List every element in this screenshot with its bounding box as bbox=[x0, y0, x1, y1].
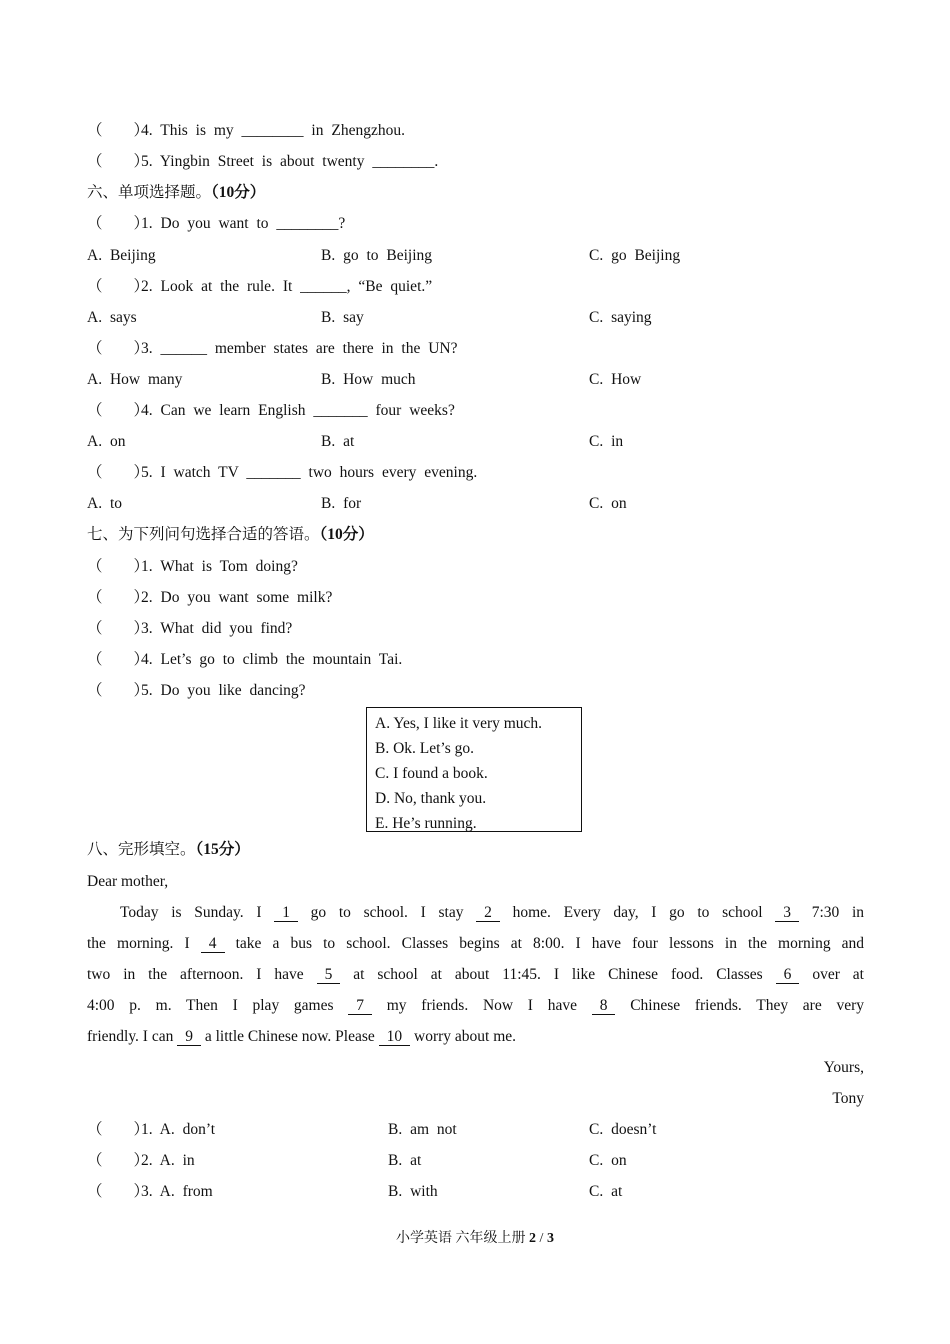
answer-options-box bbox=[366, 707, 582, 832]
cloze-blank: 1 bbox=[274, 904, 298, 922]
cloze-text: home. Every day, I go to school bbox=[512, 904, 763, 921]
cloze-blank: 3 bbox=[775, 904, 799, 922]
question-line bbox=[87, 121, 405, 141]
section-heading bbox=[87, 525, 374, 545]
answer-paren: （ ） bbox=[87, 1152, 150, 1169]
question-text: 5. Do you like dancing? bbox=[141, 682, 306, 699]
question-text: 2. Look at the rule. It ______, “Be quiet.” bbox=[141, 278, 433, 295]
option-a: 3. A. from bbox=[141, 1183, 213, 1200]
section-score: （15分） bbox=[195, 841, 250, 858]
answer-option: B. Ok. Let’s go. bbox=[375, 740, 475, 757]
question-text: 5. Yingbin Street is about twenty ________. bbox=[141, 153, 439, 170]
section-title: 七、为下列问句选择合适的答语。 bbox=[87, 526, 320, 543]
section-score: （10分） bbox=[211, 184, 266, 201]
question-line bbox=[87, 1151, 195, 1171]
question-text: 1. What is Tom doing? bbox=[141, 558, 298, 575]
answer-paren: （ ） bbox=[87, 464, 150, 481]
option-b: B. say bbox=[321, 309, 364, 326]
question-line bbox=[87, 152, 438, 172]
cloze-blank: 5 bbox=[317, 966, 341, 984]
cloze-text: worry about me. bbox=[414, 1028, 517, 1045]
cloze-text: Chinese friends. They are very bbox=[630, 997, 865, 1014]
option-b: B. for bbox=[321, 495, 362, 512]
section-title: 六、单项选择题。 bbox=[87, 184, 212, 201]
question-line bbox=[87, 1120, 215, 1140]
option-b: B. How much bbox=[321, 371, 416, 388]
answer-paren: （ ） bbox=[87, 340, 150, 357]
question-line bbox=[87, 339, 458, 359]
question-text: 1. Do you want to ________? bbox=[141, 215, 346, 232]
cloze-text: two in the afternoon. I have bbox=[87, 966, 304, 983]
option-a: 2. A. in bbox=[141, 1152, 195, 1169]
cloze-blank: 6 bbox=[776, 966, 800, 984]
page-number: 2 bbox=[529, 1231, 537, 1246]
question-line bbox=[87, 588, 332, 608]
option-a: A. How many bbox=[87, 371, 183, 388]
answer-option: D. No, thank you. bbox=[375, 790, 487, 807]
cloze-line bbox=[87, 934, 864, 954]
cloze-line bbox=[87, 965, 864, 985]
page-footer bbox=[0, 1229, 950, 1249]
option-a: A. says bbox=[87, 309, 137, 326]
letter-closing: Yours, bbox=[823, 1059, 864, 1076]
option-a: A. Beijing bbox=[87, 247, 156, 264]
answer-option: A. Yes, I like it very much. bbox=[375, 715, 543, 732]
letter-greeting: Dear mother, bbox=[87, 873, 169, 890]
option-a: 1. A. don’t bbox=[141, 1121, 216, 1138]
footer-subject: 小学英语 六年级上册 bbox=[396, 1231, 526, 1246]
question-line bbox=[87, 1182, 213, 1202]
answer-paren: （ ） bbox=[87, 153, 150, 170]
answer-paren: （ ） bbox=[87, 215, 150, 232]
option-a: A. to bbox=[87, 495, 122, 512]
question-line bbox=[87, 277, 432, 297]
cloze-blank: 9 bbox=[177, 1028, 201, 1046]
cloze-text: my friends. Now I have bbox=[386, 997, 577, 1014]
question-line bbox=[87, 401, 455, 421]
cloze-text: over at bbox=[812, 966, 864, 983]
cloze-text: take a bus to school. Classes begins at 8:00. I have four lessons in the morning and bbox=[235, 935, 865, 952]
cloze-text: 4:00 p. m. Then I play games bbox=[87, 997, 334, 1014]
answer-paren: （ ） bbox=[87, 1183, 150, 1200]
cloze-line bbox=[87, 996, 864, 1016]
cloze-line bbox=[87, 1027, 864, 1047]
cloze-blank: 10 bbox=[379, 1028, 411, 1046]
answer-paren: （ ） bbox=[87, 122, 150, 139]
option-b: B. with bbox=[388, 1183, 438, 1200]
cloze-blank: 4 bbox=[201, 935, 225, 953]
section-title: 八、完形填空。 bbox=[87, 841, 196, 858]
answer-paren: （ ） bbox=[87, 589, 150, 606]
option-c: C. in bbox=[589, 433, 624, 450]
question-text: 4. Can we learn English _______ four weeks? bbox=[141, 402, 455, 419]
option-c: C. How bbox=[589, 371, 642, 388]
cloze-text: Today is Sunday. I bbox=[120, 904, 262, 921]
cloze-blank: 8 bbox=[592, 997, 616, 1015]
answer-paren: （ ） bbox=[87, 278, 150, 295]
cloze-text: go to school. I stay bbox=[310, 904, 464, 921]
cloze-line bbox=[87, 903, 864, 923]
question-line bbox=[87, 619, 292, 639]
cloze-text: friendly. I can bbox=[87, 1028, 174, 1045]
option-c: C. go Beijing bbox=[589, 247, 681, 264]
section-score: （10分） bbox=[319, 526, 374, 543]
question-text: 2. Do you want some milk? bbox=[141, 589, 333, 606]
question-text: 4. This is my ________ in Zhengzhou. bbox=[141, 122, 405, 139]
answer-paren: （ ） bbox=[87, 1121, 150, 1138]
cloze-blank: 2 bbox=[476, 904, 500, 922]
option-c: C. on bbox=[589, 1152, 627, 1169]
page-separator: / bbox=[539, 1231, 544, 1246]
cloze-text: at school at about 11:45. I like Chinese food. Classes bbox=[353, 966, 763, 983]
answer-option: E. He’s running. bbox=[375, 815, 477, 832]
question-line bbox=[87, 557, 298, 577]
question-line bbox=[87, 463, 477, 483]
answer-paren: （ ） bbox=[87, 402, 150, 419]
option-c: C. saying bbox=[589, 309, 652, 326]
question-line bbox=[87, 650, 402, 670]
question-text: 5. I watch TV _______ two hours every evening. bbox=[141, 464, 478, 481]
answer-paren: （ ） bbox=[87, 651, 150, 668]
section-heading bbox=[87, 840, 250, 860]
answer-option: C. I found a book. bbox=[375, 765, 488, 782]
cloze-text: the morning. I bbox=[87, 935, 190, 952]
question-text: 3. ______ member states are there in the UN? bbox=[141, 340, 458, 357]
option-c: C. doesn’t bbox=[589, 1121, 657, 1138]
section-heading bbox=[87, 183, 265, 203]
question-line bbox=[87, 681, 306, 701]
cloze-blank: 7 bbox=[348, 997, 372, 1015]
option-c: C. at bbox=[589, 1183, 623, 1200]
letter-signature: Tony bbox=[832, 1090, 864, 1107]
question-text: 3. What did you find? bbox=[141, 620, 293, 637]
option-a: A. on bbox=[87, 433, 126, 450]
option-b: B. at bbox=[321, 433, 355, 450]
option-b: B. go to Beijing bbox=[321, 247, 433, 264]
cloze-text: 7:30 in bbox=[811, 904, 865, 921]
answer-paren: （ ） bbox=[87, 558, 150, 575]
answer-paren: （ ） bbox=[87, 620, 150, 637]
cloze-text: a little Chinese now. Please bbox=[204, 1028, 375, 1045]
option-b: B. at bbox=[388, 1152, 422, 1169]
question-line bbox=[87, 214, 345, 234]
page-total: 3 bbox=[546, 1231, 554, 1246]
question-text: 4. Let’s go to climb the mountain Tai. bbox=[141, 651, 403, 668]
option-c: C. on bbox=[589, 495, 627, 512]
answer-paren: （ ） bbox=[87, 682, 150, 699]
option-b: B. am not bbox=[388, 1121, 457, 1138]
